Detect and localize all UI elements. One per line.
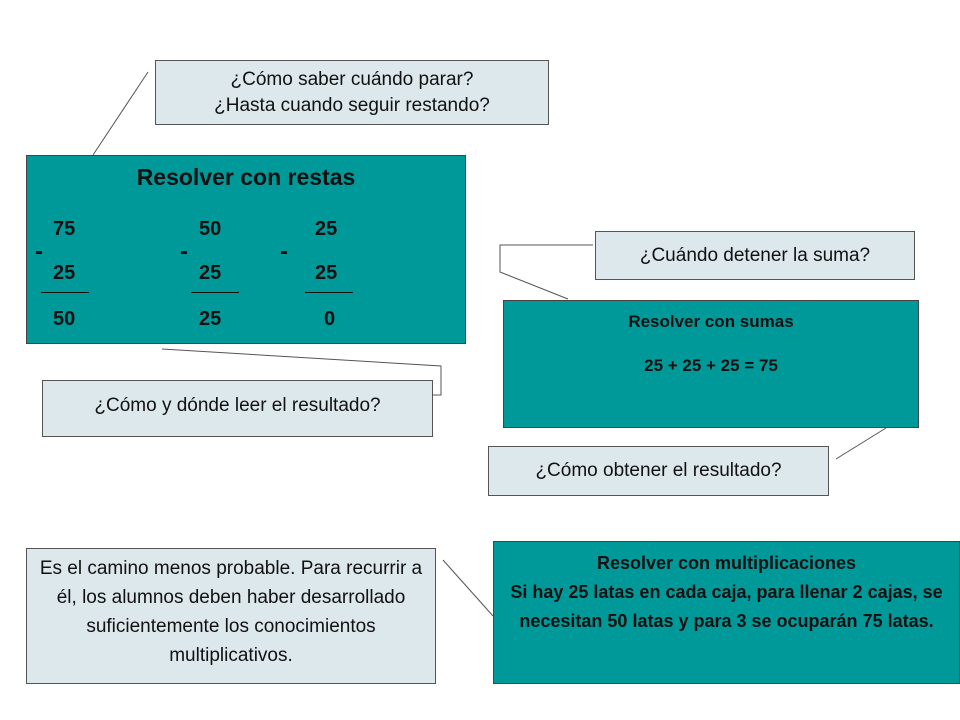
addition-box xyxy=(503,300,919,428)
minus-sign-1: - xyxy=(35,238,43,265)
result-underline-3 xyxy=(305,292,353,293)
result-underline-2 xyxy=(191,292,239,293)
note-least-probable xyxy=(26,548,436,684)
note-obtain-result xyxy=(488,446,829,496)
subtraction-box xyxy=(26,155,466,344)
note-read-result-text: ¿Cómo y dónde leer el resultado? xyxy=(94,395,381,416)
multiplication-title: Resolver con multiplicaciones xyxy=(596,553,857,573)
multiplication-box xyxy=(493,541,960,684)
note-stop xyxy=(155,60,549,125)
subtrahend-2: 25 xyxy=(199,262,222,284)
note-stop-line-1: ¿Cómo saber cuándo parar? xyxy=(230,69,474,90)
minus-sign-2: - xyxy=(180,238,188,265)
note-read-result xyxy=(42,380,433,437)
connector-stop xyxy=(93,72,148,155)
note-least-probable-text: Es el camino menos probable. Para recurrir a él, los alumnos deben haber desarrollado suficientemente los conocimientos multiplicativos. xyxy=(39,558,423,666)
subtrahend-1: 25 xyxy=(53,262,76,284)
minuend-2: 50 xyxy=(199,218,222,240)
minuend-1: 75 xyxy=(53,218,76,240)
addition-title: Resolver con sumas xyxy=(628,312,794,331)
subtraction-title: Resolver con restas xyxy=(136,164,356,190)
result-3: 0 xyxy=(324,308,336,330)
note-obtain-result-text: ¿Cómo obtener el resultado? xyxy=(535,460,782,481)
addition-expression: 25 + 25 + 25 = 75 xyxy=(644,356,778,375)
connector-obtain-result xyxy=(836,428,886,459)
note-stop-line-2: ¿Hasta cuando seguir restando? xyxy=(214,95,490,116)
result-underline-1 xyxy=(41,292,89,293)
note-stop-sum-text: ¿Cuándo detener la suma? xyxy=(639,245,871,266)
minus-sign-3: - xyxy=(280,238,288,265)
multiplication-text: Si hay 25 latas en cada caja, para llenar 2 cajas, se necesitan 50 latas y para 3 se ocuparán 75 latas. xyxy=(510,582,943,631)
note-stop-sum xyxy=(595,231,915,280)
subtrahend-3: 25 xyxy=(315,262,338,284)
result-2: 25 xyxy=(199,308,222,330)
minuend-3: 25 xyxy=(315,218,338,240)
result-1: 50 xyxy=(53,308,76,330)
connector-least-probable xyxy=(443,560,493,616)
connector-stop-sum xyxy=(500,245,593,299)
